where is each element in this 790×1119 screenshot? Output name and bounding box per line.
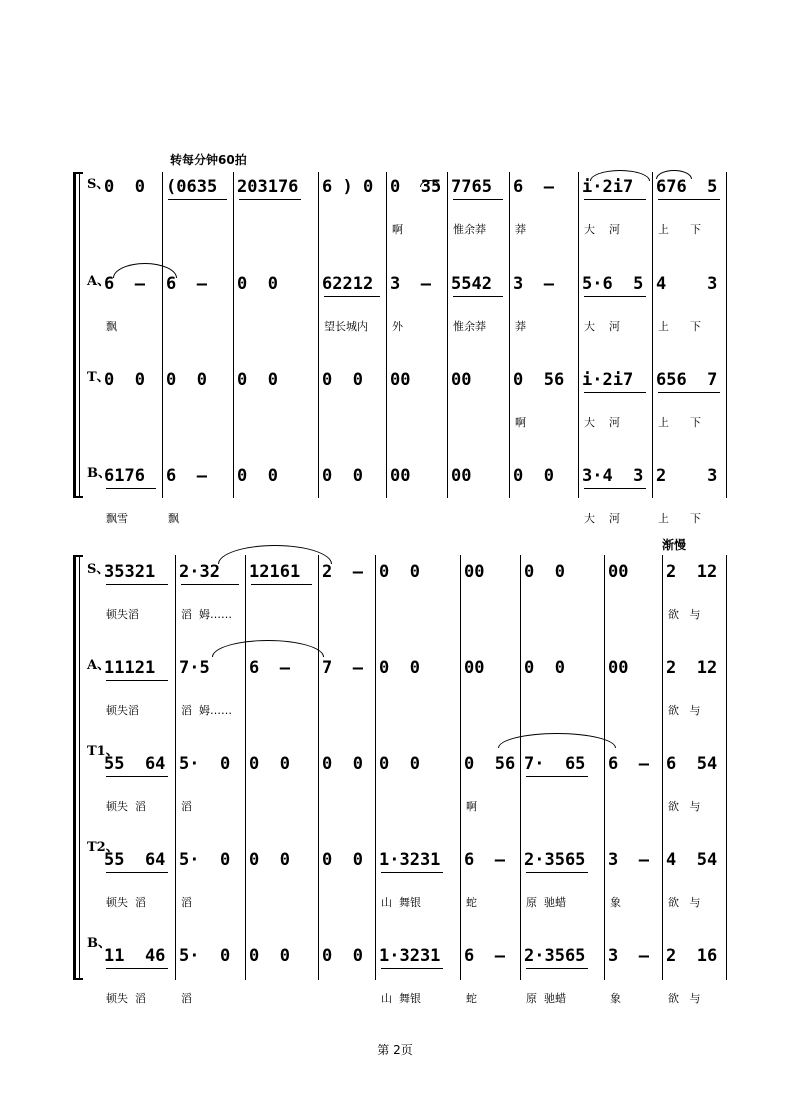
lyric-text: 大 河 [584, 512, 620, 525]
measure-notes: 0 0 [322, 466, 363, 486]
measure-notes: 00 [390, 466, 411, 486]
system2-bracket [73, 555, 76, 980]
lyric-text: 欲 与 [668, 608, 701, 621]
measure-notes: 0 0 [379, 658, 420, 678]
beam-line [453, 296, 503, 297]
lyric-text: 蛇 [466, 992, 477, 1005]
measure-notes: 00 [608, 658, 629, 678]
measure-notes: 2·3565 [524, 850, 586, 870]
lyric-text: 上 下 [658, 416, 701, 429]
lyric-text: 上 下 [658, 320, 701, 333]
lyric-text: 上 下 [658, 512, 701, 525]
measure-notes: 4 54 [666, 850, 718, 870]
measure-notes: 0 0 [379, 754, 420, 774]
slur-arc [656, 170, 692, 179]
measure-notes: 0 0 [524, 658, 565, 678]
measure-notes: 0 0 [249, 946, 290, 966]
measure-notes: 55 64 [104, 850, 166, 870]
beam-line [584, 199, 646, 200]
beam-line [526, 872, 588, 873]
measure-notes: 6 – [608, 754, 649, 774]
measure-notes: 2 12 [666, 658, 718, 678]
measure-notes: 203176 [237, 177, 299, 197]
barline [662, 555, 663, 980]
lyric-text: 顿失滔 [106, 608, 139, 621]
lyric-text: 飘雪 [106, 512, 128, 525]
part-label: T、 [87, 370, 110, 385]
beam-line [106, 776, 168, 777]
beam-line [584, 296, 646, 297]
measure-notes: 5·6 5 [582, 274, 644, 294]
measure-notes: 0 0 [166, 370, 207, 390]
measure-notes: 0 0 [524, 562, 565, 582]
beam-line [106, 584, 168, 585]
beam-line [239, 199, 301, 200]
measure-notes: 5· 0 [179, 850, 231, 870]
measure-notes: 00 [464, 562, 485, 582]
lyric-text: 象 [610, 896, 621, 909]
measure-notes: 0 0 [237, 274, 278, 294]
lyric-text: 滔 [181, 896, 192, 909]
barline [604, 555, 605, 980]
measure-notes: 6 – [166, 466, 207, 486]
measure-notes: 12161 [249, 562, 301, 582]
lyric-text: 滔 姆…… [181, 608, 232, 621]
measure-notes: 6 – [166, 274, 207, 294]
measure-notes: 3 – [608, 850, 649, 870]
measure-notes: i·2i7 [582, 370, 634, 390]
lyric-text: 上 下 [658, 223, 701, 236]
measure-notes: 5542 [451, 274, 492, 294]
measure-notes: 5· 0 [179, 946, 231, 966]
beam-line [381, 872, 443, 873]
measure-notes: 5· 0 [179, 754, 231, 774]
slur-arc [218, 545, 332, 564]
measure-notes: 2 12 [666, 562, 718, 582]
barline [726, 555, 727, 980]
part-label: A、 [87, 658, 111, 673]
measure-notes: 2 3 [656, 466, 718, 486]
lyric-text: 外 [392, 320, 403, 333]
measure-notes: 0 0 [322, 946, 363, 966]
measure-notes: 2 – [322, 562, 363, 582]
lyric-text: 大 河 [584, 320, 620, 333]
measure-notes: 6 – [249, 658, 290, 678]
measure-notes: 6 – [104, 274, 145, 294]
measure-notes: 0 0 [379, 562, 420, 582]
beam-line [526, 968, 588, 969]
barline [447, 172, 448, 498]
part-label: T2、 [87, 840, 119, 855]
measure-notes: 2·3565 [524, 946, 586, 966]
measure-notes: 1·3231 [379, 850, 441, 870]
barline [460, 555, 461, 980]
lyric-text: 滔 [181, 800, 192, 813]
lyric-text: 欲 与 [668, 704, 701, 717]
barline [318, 172, 319, 498]
measure-notes: 676 5 [656, 177, 718, 197]
measure-notes: 0 0 [513, 466, 554, 486]
measure-notes: 0 0 [249, 850, 290, 870]
lyric-text: 顿失滔 [106, 704, 139, 717]
measure-notes: 3 – [390, 274, 431, 294]
measure-notes: 0 0 [237, 466, 278, 486]
beam-line [106, 872, 168, 873]
beam-line [658, 392, 720, 393]
part-label: T1、 [87, 744, 119, 759]
beam-line [106, 488, 156, 489]
barline [318, 555, 319, 980]
measure-notes: 7· 65 [524, 754, 586, 774]
ritardando-marking: 渐慢 [662, 538, 687, 552]
measure-notes: 00 [451, 466, 472, 486]
barline [233, 172, 234, 498]
lyric-text: 顿失 滔 [106, 992, 146, 1005]
beam-line [168, 199, 227, 200]
measure-notes: 0 0 [249, 754, 290, 774]
barline [175, 555, 176, 980]
measure-notes: 11121 [104, 658, 156, 678]
measure-notes: (0635 [166, 177, 218, 197]
measure-notes: 3·4 3 [582, 466, 644, 486]
lyric-text: 莽 [515, 320, 526, 333]
measure-notes: 6176 [104, 466, 145, 486]
measure-notes: 3 – [513, 274, 554, 294]
measure-notes: 2·32 [179, 562, 220, 582]
system2-inner-line [79, 555, 80, 980]
measure-notes: 4 3 [656, 274, 718, 294]
measure-notes: 6 – [464, 850, 505, 870]
measure-notes: 3 – [608, 946, 649, 966]
lyric-text: 莽 [515, 223, 526, 236]
slur-arc [113, 263, 177, 278]
beam-line [251, 584, 312, 585]
lyric-text: 啊 [466, 800, 477, 813]
measure-notes: 55 64 [104, 754, 166, 774]
lyric-text: 山 舞银 [381, 896, 421, 909]
measure-notes: 0 0 [322, 850, 363, 870]
measure-notes: 0 0 [237, 370, 278, 390]
lyric-text: 欲 与 [668, 992, 701, 1005]
beam-line [381, 968, 443, 969]
measure-notes: 656 7 [656, 370, 718, 390]
beam-line [584, 488, 646, 489]
measure-notes: 6 ) 0 [322, 177, 374, 197]
lyric-text: 象 [610, 992, 621, 1005]
measure-notes: 6 – [513, 177, 554, 197]
measure-notes: 00 [608, 562, 629, 582]
barline [509, 172, 510, 498]
beam-line [181, 584, 239, 585]
barline [520, 555, 521, 980]
beam-line [106, 968, 168, 969]
barline [375, 555, 376, 980]
measure-notes: 11 46 [104, 946, 166, 966]
measure-notes: 0 0 [104, 370, 145, 390]
part-label: S、 [87, 562, 110, 577]
lyric-text: 欲 与 [668, 800, 701, 813]
beam-line [526, 776, 588, 777]
measure-notes: 7·5 [179, 658, 210, 678]
measure-notes: 0 56 [464, 754, 516, 774]
measure-notes: 2 16 [666, 946, 718, 966]
measure-notes: 00 [451, 370, 472, 390]
lyric-text: 惟余莽 [453, 320, 486, 333]
slur-arc [498, 733, 616, 748]
part-label: A、 [87, 274, 111, 289]
measure-notes: 6 54 [666, 754, 718, 774]
lyric-text: 原 驰蜡 [526, 896, 566, 909]
beam-line [106, 680, 168, 681]
measure-notes: i·2i7 [582, 177, 634, 197]
lyric-text: 飘 [168, 512, 179, 525]
lyric-text: 欲 与 [668, 896, 701, 909]
lyric-text: 滔 姆…… [181, 704, 232, 717]
measure-notes: 62212 [322, 274, 374, 294]
measure-notes: 0 0 [322, 370, 363, 390]
lyric-text: 滔 [181, 992, 192, 1005]
beam-line [324, 296, 380, 297]
measure-notes: 7765 [451, 177, 492, 197]
beam-line [453, 199, 503, 200]
barline [162, 172, 163, 498]
page-number: 第 2页 [377, 1043, 413, 1057]
lyric-text: 大 河 [584, 223, 620, 236]
beam-line [584, 392, 646, 393]
barline [386, 172, 387, 498]
part-label: B、 [87, 936, 111, 951]
lyric-text: 原 驰蜡 [526, 992, 566, 1005]
lyric-text: 蛇 [466, 896, 477, 909]
barline [245, 555, 246, 980]
measure-notes: 0 0 [322, 754, 363, 774]
lyric-text: 顿失 滔 [106, 896, 146, 909]
lyric-text: 山 舞银 [381, 992, 421, 1005]
beam-line [658, 199, 720, 200]
slur-arc [420, 180, 440, 187]
slur-arc [590, 170, 650, 181]
part-label: S、 [87, 177, 110, 192]
measure-notes: 7 – [322, 658, 363, 678]
system1-inner-line [79, 172, 80, 498]
measure-notes: 6 – [464, 946, 505, 966]
barline [652, 172, 653, 498]
lyric-text: 飘 [106, 320, 117, 333]
barline [578, 172, 579, 498]
part-label: B、 [87, 466, 111, 481]
measure-notes: 1·3231 [379, 946, 441, 966]
slur-arc [212, 640, 324, 657]
lyric-text: 啊 [392, 223, 403, 236]
lyric-text: 惟余莽 [453, 223, 486, 236]
lyric-text: 望长城内 [324, 320, 368, 333]
tempo-marking: 转每分钟60拍 [170, 153, 247, 167]
measure-notes: 35321 [104, 562, 156, 582]
lyric-text: 大 河 [584, 416, 620, 429]
measure-notes: 00 [390, 370, 411, 390]
lyric-text: 啊 [515, 416, 526, 429]
measure-notes: 0 56 [513, 370, 565, 390]
measure-notes: 0 35 [390, 177, 442, 197]
system1-bracket [73, 172, 76, 498]
barline [726, 172, 727, 498]
measure-notes: 00 [464, 658, 485, 678]
lyric-text: 顿失 滔 [106, 800, 146, 813]
measure-notes: 0 0 [104, 177, 145, 197]
